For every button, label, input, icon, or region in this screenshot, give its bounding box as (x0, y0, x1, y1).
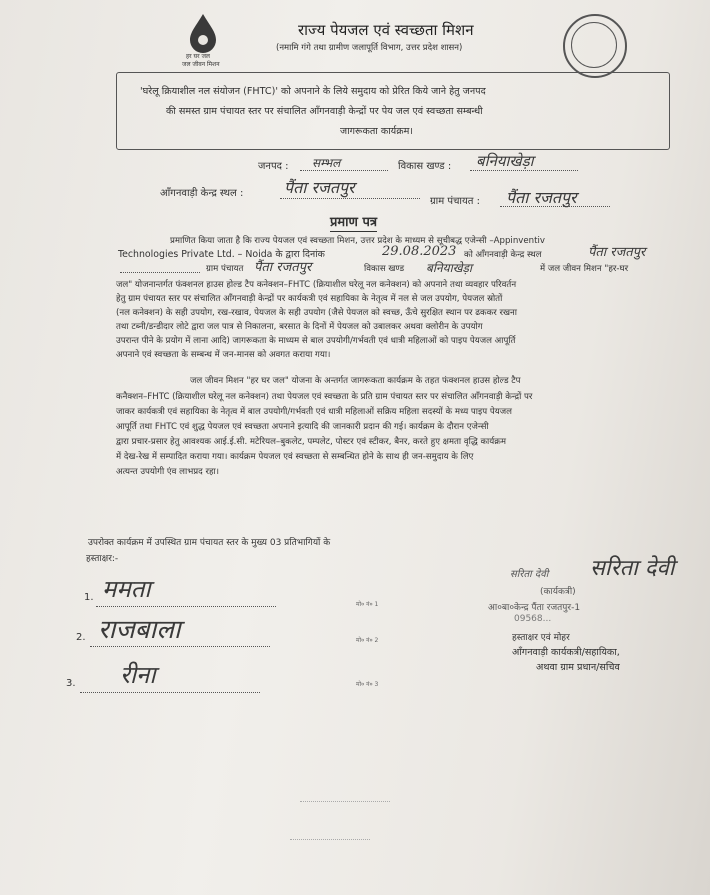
signatory-role-1: आँगनवाड़ी कार्यकत्री/सहायिका, (512, 647, 620, 658)
bleed-mark-2 (290, 838, 370, 840)
logo-caption-2: जल जीवन मिशन (182, 61, 220, 68)
logo-caption-1: हर घर जल (186, 53, 210, 60)
block-label: विकास खण्ड : (398, 161, 452, 172)
stamp-phone: 09568... (514, 614, 552, 624)
participant-3-num: 3. (66, 678, 76, 689)
p1-block-value: बनियाखेड़ा (426, 261, 473, 275)
p1-panchayat-value: पैंता रजतपुर (254, 260, 312, 275)
up-emblem-icon (563, 14, 627, 78)
participant-2-mobile-label: मो० नं० 2 (356, 637, 379, 644)
signatory-signature: सरिता देवी (590, 556, 675, 581)
program-line-2: की समस्त ग्राम पंचायत स्तर पर संचालित आँगनवाड़ी केन्द्रों पर पेय जल एवं स्वच्छता सम्बन्धी (166, 106, 483, 117)
participant-3-mobile-label: मो० नं० 3 (356, 681, 379, 688)
p1-block-label: विकास खण्ड (364, 264, 405, 274)
block-value: बनियाखेड़ा (476, 152, 534, 170)
p1-line-1: प्रमाणित किया जाता है कि राज्य पेयजल एवं स्वच्छता मिशन, उत्तर प्रदेश के माध्यम से सूचीबद्ध एजेन्सी –Appinventiv (170, 236, 545, 246)
p1-date-suffix: को आँगनवाड़ी केन्द्र स्थल (464, 250, 542, 260)
p1-line-3-tail: में जल जीवन मिशन "हर-घर (540, 264, 629, 274)
certificate-title: प्रमाण पत्र (330, 212, 377, 232)
signatory-role-2: अथवा ग्राम प्रधान/सचिव (536, 662, 620, 673)
district-value: सम्भल (312, 156, 341, 170)
p1-line-9: अपनाने एवं स्वच्छता के सम्बन्ध में जन-मानस को अवगत कराया गया। (116, 350, 331, 360)
centre-label: आँगनवाड़ी केन्द्र स्थल : (160, 188, 244, 199)
stamp-centre: आ०बा०केन्द्र पैंता रजतपुर-1 (488, 603, 581, 613)
program-line-1: 'घरेलू क्रियाशील नल संयोजन (FHTC)' को अपनाने के लिये समुदाय को प्रेरित किये जाने हेतु जनपद (140, 86, 486, 97)
p1-line-4: जल" योजनान्तर्गत फंक्शनल हाउस होल्ड टैप कनेक्शन–FHTC (क्रियाशील घरेलू नल कनेक्शन) को अपनाने तथा व्यवहार परिवर्तन (116, 280, 517, 290)
stamp-role: (कार्यकत्री) (540, 587, 576, 597)
p2-line-6: में देख-रेख में सम्पादित कराया गया। कार्यक्रम पेयजल एवं स्वच्छता से सम्बन्धित होने के साथ ही जन-समुदाय के लिए (116, 452, 474, 462)
p1-panchayat-label: ग्राम पंचायत (206, 264, 244, 274)
p2-line-4: आपूर्ति तथा FHTC एवं शुद्ध पेयजल एवं स्वच्छता अपनाने इत्यादि की जानकारी प्रदान की गई। कार्यक्रम के दौरान एजेन्सी (116, 422, 489, 432)
stamp-name: सरिता देवी (510, 569, 549, 580)
p1-centre-value: पैंता रजतपुर (588, 245, 646, 260)
participant-1-num: 1. (84, 592, 94, 603)
panchayat-label: ग्राम पंचायत : (430, 196, 481, 207)
p1-line-7: तथा टब्नी/डन्डीदार लोटे द्वारा जल पात्र से निकालना, बरसात के दिनों में पेयजल को उबालकर अथवा क्लोरीन के उपयोग (116, 322, 483, 332)
participant-1-mobile-label: मो० नं० 1 (356, 601, 379, 608)
org-subtitle: (नमामि गंगे तथा ग्रामीण जलापूर्ति विभाग, उत्तर प्रदेश शासन) (276, 43, 463, 53)
program-line-3: जागरूकता कार्यक्रम। (340, 126, 413, 137)
p2-line-7: अत्यन्त उपयोगी एंव लाभप्रद रहा। (116, 467, 220, 477)
p1-line-6: (नल कनेक्शन) के सही उपयोग, रख-रखाव, पेयजल के सही उपयोग (जैसे पेयजल को स्वच्छ, ऊँचे सुरक्षित स्थान पर ढककर रखना (116, 308, 518, 318)
centre-value: पैंता रजतपुर (284, 178, 355, 197)
participant-3-signature: रीना (120, 661, 156, 689)
participants-intro: उपरोक्त कार्यक्रम में उपस्थित ग्राम पंचायत स्तर के मुख्य 03 प्रतिभागियों के (88, 538, 331, 548)
p2-line-5: द्वारा प्रचार-प्रसार हेतु आवश्यक आई.ई.सी. मटेरियल–बुकलेट, पम्पलेट, पोस्टर एवं स्टीकर, बैनर, करते हुए क्षमता वृद्धि कार्यक्रम (116, 437, 507, 447)
panchayat-value: पैंता रजतपुर (506, 188, 577, 207)
p1-line-5: हेतु ग्राम पंचायत स्तर पर संचालित आँगनवाड़ी केन्द्रों पर कार्यकत्री एवं सहायिका के नेतृत्व में नल से जल उपयोग, पेयजल स्रोतों (116, 294, 503, 304)
p2-line-2: कनैक्शन–FHTC (क्रियाशील घरेलू नल कनेक्शन) तथा पेयजल एवं स्वच्छता के प्रति ग्राम पंचायत स्तर पर संचालित आँगनवाड़ी केन्द्रों पर (116, 392, 533, 402)
p2-line-3: जाकर कार्यकत्री एवं सहायिका के नेतृत्व में बाल उपयोगी/गर्भवती एवं धात्री महिलाओं सक्रिय महिला सदस्यों के मध्य पाइप पेयजल (116, 407, 512, 417)
p1-line-8: उपरान्त पीने के प्रयोग में लाना आदि) जागरूकता के माध्यम से बाल उपयोगी/गर्भवती एवं धात्री महिलाओं को पाइप पेयजल आपूर्ति (116, 336, 516, 346)
participant-1-signature: ममता (102, 575, 151, 603)
p1-line-2: Technologies Private Ltd. – Noida के द्वारा दिनांक (118, 249, 325, 260)
bleed-mark-1 (300, 800, 390, 802)
programme-date: 29.08.2023 (382, 244, 457, 259)
org-title: राज्य पेयजल एवं स्वच्छता मिशन (298, 21, 474, 39)
district-label: जनपद : (258, 161, 289, 172)
p2-line-1: जल जीवन मिशन "हर घर जल" योजना के अन्तर्गत जागरूकता कार्यक्रम के तहत फंक्शनल हाउस होल्ड टैप (190, 376, 521, 386)
participant-2-num: 2. (76, 632, 86, 643)
participant-2-signature: राजबाला (98, 615, 181, 645)
participants-sign-label: हस्ताक्षर:- (86, 554, 119, 564)
signatory-sig-label: हस्ताक्षर एवं मोहर (512, 633, 570, 643)
